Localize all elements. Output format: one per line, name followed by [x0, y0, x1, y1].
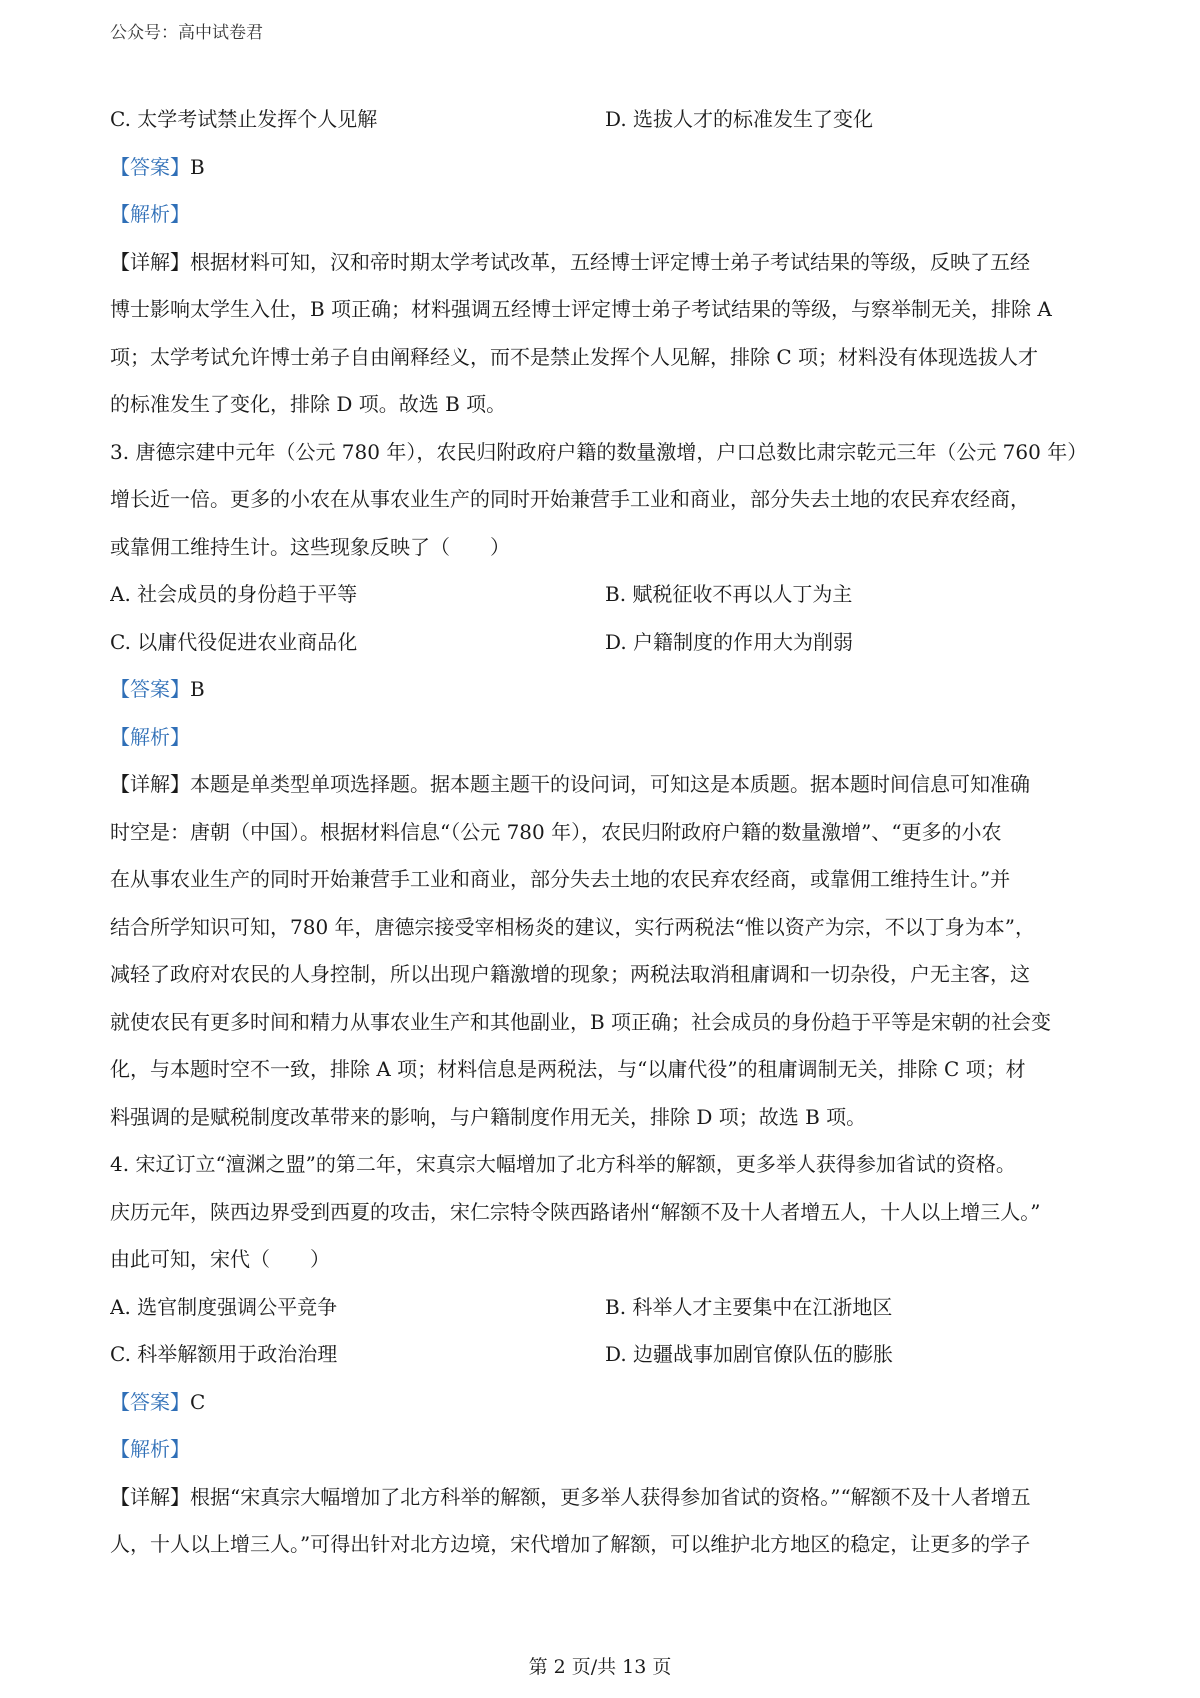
detail-text: 根据材料可知，汉和帝时期太学考试改革，五经博士评定博士弟子考试结果的等级，反映了五经: [190, 249, 1030, 274]
analysis-tag: 【解析】: [110, 724, 190, 749]
answer-value: C: [190, 1389, 206, 1414]
q3-detail-line: 料强调的是赋税制度改革带来的影响，与户籍制度作用无关，排除 D 项；故选 B 项。: [110, 1104, 867, 1129]
q3-answer: [110, 666, 1100, 714]
q4-stem-line: 4. 宋辽订立“澶渊之盟”的第二年，宋真宗大幅增加了北方科举的解额，更多举人获得参加省试的资格。: [110, 1152, 1016, 1176]
q3-option-a: A. 社会成员的身份趋于平等: [110, 582, 358, 606]
q2-options-row: [110, 96, 1100, 144]
q4-answer: [110, 1379, 1100, 1427]
q3-option-c: C. 以庸代役促进农业商品化: [110, 629, 358, 654]
q3-detail-line: [110, 761, 1100, 809]
answer-tag: 【答案】: [110, 154, 190, 179]
q3-stem-line: 增长近一倍。更多的小农在从事农业生产的同时开始兼营手工业和商业，部分失去土地的农民弃农经商，: [110, 487, 1030, 511]
q3-detail-line: 时空是：唐朝（中国）。根据材料信息“（公元 780 年），农民归附政府户籍的数量激增”、“更多的小农: [110, 819, 1002, 844]
detail-tag: 【详解】: [110, 1484, 190, 1509]
q4-option-a: A. 选官制度强调公平竞争: [110, 1294, 338, 1319]
document-body: [110, 96, 1100, 1569]
answer-tag: 【答案】: [110, 677, 190, 701]
q3-stem-line: 3. 唐德宗建中元年（公元 780 年），农民归附政府户籍的数量激增，户口总数比肃宗乾元三年（公元 760 年）: [110, 439, 1088, 464]
q3-detail-line: 就使农民有更多时间和精力从事农业生产和其他副业，B 项正确；社会成员的身份趋于平等是宋朝的社会变: [110, 1009, 1052, 1034]
analysis-tag: 【解析】: [110, 1437, 190, 1461]
q2-option-c: C. 太学考试禁止发挥个人见解: [110, 107, 378, 131]
q4-analysis: [110, 1426, 1100, 1474]
q3-options-row: [110, 619, 1100, 667]
answer-value: B: [190, 677, 205, 701]
q4-option-d: D. 边疆战事加剧官僚队伍的膨胀: [605, 1342, 894, 1366]
answer-tag: 【答案】: [110, 1389, 190, 1414]
answer-value: B: [190, 154, 205, 179]
detail-tag: 【详解】: [110, 249, 190, 274]
q4-option-b: B. 科举人才主要集中在江浙地区: [605, 1294, 893, 1319]
q4-detail-line: [110, 1474, 1100, 1522]
q3-stem-line: 或靠佣工维持生计。这些现象反映了（ ）: [110, 534, 510, 559]
detail-text: 本题是单类型单项选择题。据本题主题干的设问词，可知这是本质题。据本题时间信息可知准确: [190, 772, 1030, 796]
q2-detail-line: 博士影响太学生入仕，B 项正确；材料强调五经博士评定博士弟子考试结果的等级，与察举制无关，排除 A: [110, 297, 1052, 321]
q4-option-c: C. 科举解额用于政治治理: [110, 1342, 338, 1366]
q4-detail-line: 人，十人以上增三人。”可得出针对北方边境，宋代增加了解额，可以维护北方地区的稳定，让更多的学子: [110, 1532, 1031, 1556]
q3-detail-line: 结合所学知识可知，780 年，唐德宗接受宰相杨炎的建议，实行两税法“惟以资产为宗，不以丁身为本”，: [110, 914, 1035, 939]
watermark-text: 公众号：高中试卷君: [110, 23, 263, 43]
q3-detail-line: 减轻了政府对农民的人身控制，所以出现户籍激增的现象；两税法取消租庸调和一切杂役，户无主客，这: [110, 962, 1030, 986]
detail-text: 根据“宋真宗大幅增加了北方科举的解额，更多举人获得参加省试的资格。”“解额不及十人者增五: [190, 1484, 1031, 1509]
q3-detail-line: 化，与本题时空不一致，排除 A 项；材料信息是两税法，与“以庸代役”的租庸调制无关，排除 C 项；材: [110, 1057, 1026, 1081]
q4-options-row: [110, 1284, 1100, 1332]
q2-detail-line: 的标准发生了变化，排除 D 项。故选 B 项。: [110, 392, 507, 416]
q2-analysis: [110, 191, 1100, 239]
q4-options-row: [110, 1331, 1100, 1379]
q3-option-d: D. 户籍制度的作用大为削弱: [605, 629, 854, 654]
detail-tag: 【详解】: [110, 772, 190, 796]
analysis-tag: 【解析】: [110, 202, 190, 226]
q4-stem-line: 由此可知，宋代（ ）: [110, 1247, 330, 1271]
q2-detail-line: 项；太学考试允许博士弟子自由阐释经义，而不是禁止发挥个人见解，排除 C 项；材料没有体现选拔人才: [110, 344, 1039, 369]
q2-option-d: D. 选拔人才的标准发生了变化: [605, 107, 874, 131]
q3-option-b: B. 赋税征收不再以人丁为主: [605, 582, 853, 606]
q3-analysis: [110, 714, 1100, 762]
q2-detail-line: [110, 239, 1100, 287]
q3-options-row: [110, 571, 1100, 619]
q2-answer: [110, 144, 1100, 192]
q3-detail-line: 在从事农业生产的同时开始兼营手工业和商业，部分失去土地的农民弃农经商，或靠佣工维持生计。”并: [110, 867, 1011, 891]
page-number: 第 2 页/共 13 页: [528, 1656, 672, 1678]
q4-stem-line: 庆历元年，陕西边界受到西夏的攻击，宋仁宗特令陕西路诸州“解额不及十人者增五人，十人以上增三人。”: [110, 1199, 1041, 1224]
